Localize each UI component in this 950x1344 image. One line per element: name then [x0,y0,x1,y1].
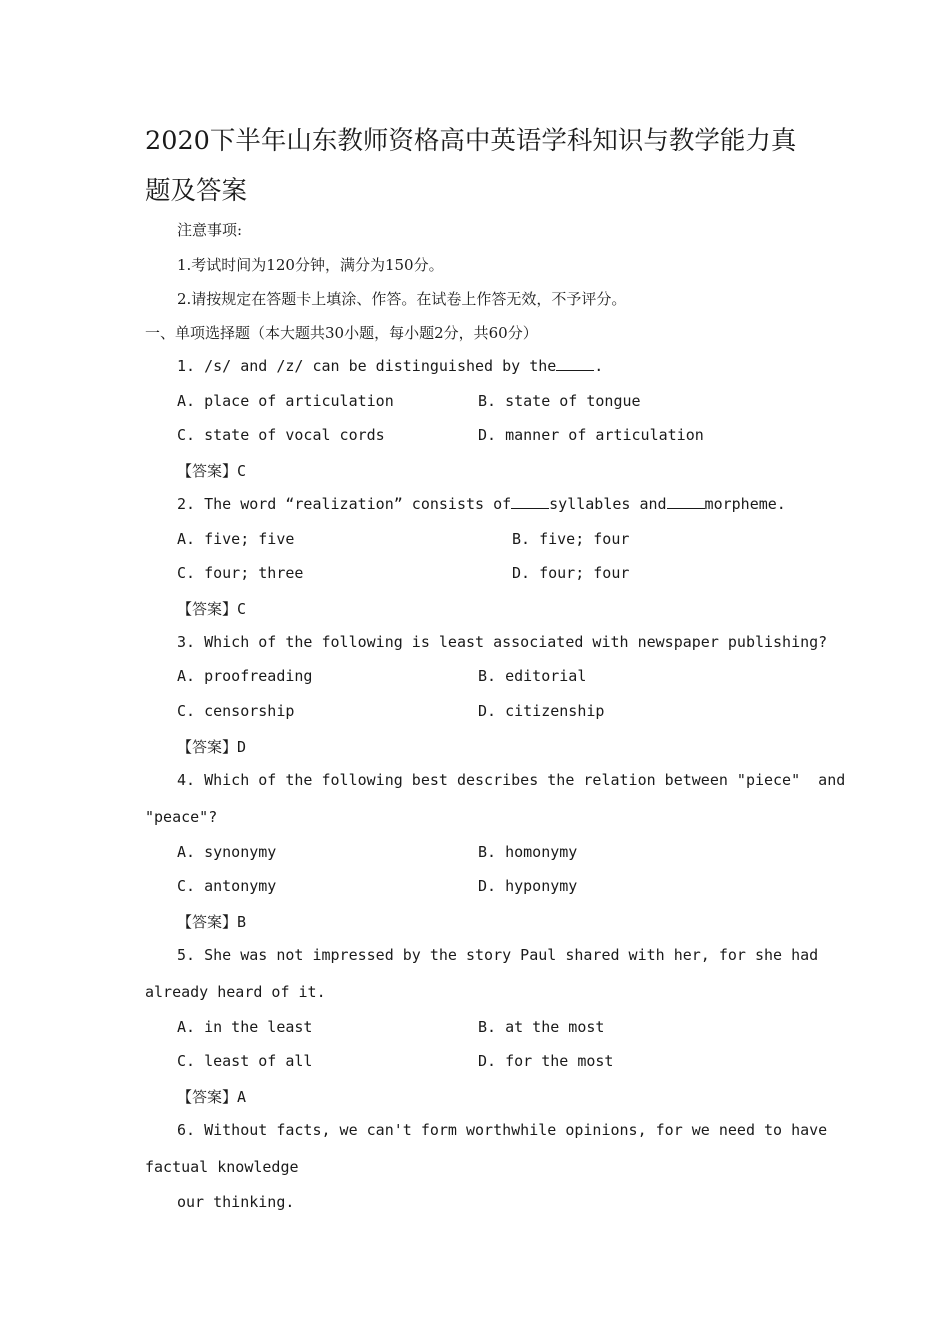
question-3-option-a: A. proofreading [177,667,313,685]
question-2-option-d: D. four; four [512,564,630,582]
question-stem-text: 2. The word “realization” consists of [177,495,512,513]
document-title [145,116,805,216]
answer-blank [556,358,594,371]
notice-item-1: 1.考试时间为120分钟，满分为150分。 [177,256,444,274]
question-1-option-a: A. place of articulation [177,392,394,410]
question-2-option-c: C. four; three [177,564,304,582]
answer-value: A [237,1088,247,1106]
question-5-answer [177,1086,246,1107]
question-4-stem-line-1: 4. Which of the following best describes the relation between "piece" and [177,771,846,789]
answer-blank [667,496,705,509]
question-5-stem-line-2: already heard of it. [145,983,326,1001]
answer-value: D [237,738,247,756]
answer-value: C [237,462,247,480]
answer-value: B [237,913,247,931]
question-5-option-d: D. for the most [478,1052,614,1070]
section-heading: 一、单项选择题（本大题共30小题，每小题2分，共60分） [145,324,538,342]
question-3-option-c: C. censorship [177,702,295,720]
notice-heading: 注意事项: [177,221,243,239]
answer-label: 【答案】 [177,738,238,756]
question-1-stem [177,357,603,375]
question-stem-text: syllables and [549,495,667,513]
answer-label: 【答案】 [177,462,238,480]
answer-value: C [237,600,247,618]
question-stem-end: . [594,357,604,375]
question-3-stem: 3. Which of the following is least associated with newspaper publishing? [177,633,828,651]
question-stem-text: morpheme. [704,495,786,513]
answer-label: 【答案】 [177,913,238,931]
question-3-option-b: B. editorial [478,667,587,685]
question-4-option-b: B. homonymy [478,843,578,861]
question-2-option-b: B. five; four [512,530,630,548]
question-stem-text: 1. /s/ and /z/ can be distinguished by the [177,357,557,375]
question-6-stem-line-3: our thinking. [177,1193,295,1211]
question-3-option-d: D. citizenship [478,702,605,720]
question-5-option-c: C. least of all [177,1052,313,1070]
answer-label: 【答案】 [177,1088,238,1106]
question-6-stem-line-2: factual knowledge [145,1158,299,1176]
question-1-option-d: D. manner of articulation [478,426,704,444]
question-1-answer [177,460,246,481]
notice-item-2: 2.请按规定在答题卡上填涂、作答。在试卷上作答无效，不予评分。 [177,290,627,308]
question-1-option-b: B. state of tongue [478,392,641,410]
question-1-option-c: C. state of vocal cords [177,426,385,444]
question-4-option-a: A. synonymy [177,843,277,861]
title-line-2: 题及答案 [145,176,248,206]
question-2-answer [177,598,246,619]
question-4-answer [177,911,246,932]
question-5-option-a: A. in the least [177,1018,313,1036]
question-2-option-a: A. five; five [177,530,295,548]
title-line-1: 2020下半年山东教师资格高中英语学科知识与教学能力真 [145,126,797,156]
question-4-option-c: C. antonymy [177,877,277,895]
question-3-answer [177,736,246,757]
question-4-stem-line-2: "peace"? [145,808,218,826]
question-6-stem-line-1: 6. Without facts, we can't form worthwhile opinions, for we need to have [177,1121,828,1139]
answer-label: 【答案】 [177,600,238,618]
question-5-stem-line-1: 5. She was not impressed by the story Paul shared with her, for she had [177,946,819,964]
question-5-option-b: B. at the most [478,1018,605,1036]
answer-blank [511,496,549,509]
question-4-option-d: D. hyponymy [478,877,578,895]
question-2-stem [177,495,786,513]
